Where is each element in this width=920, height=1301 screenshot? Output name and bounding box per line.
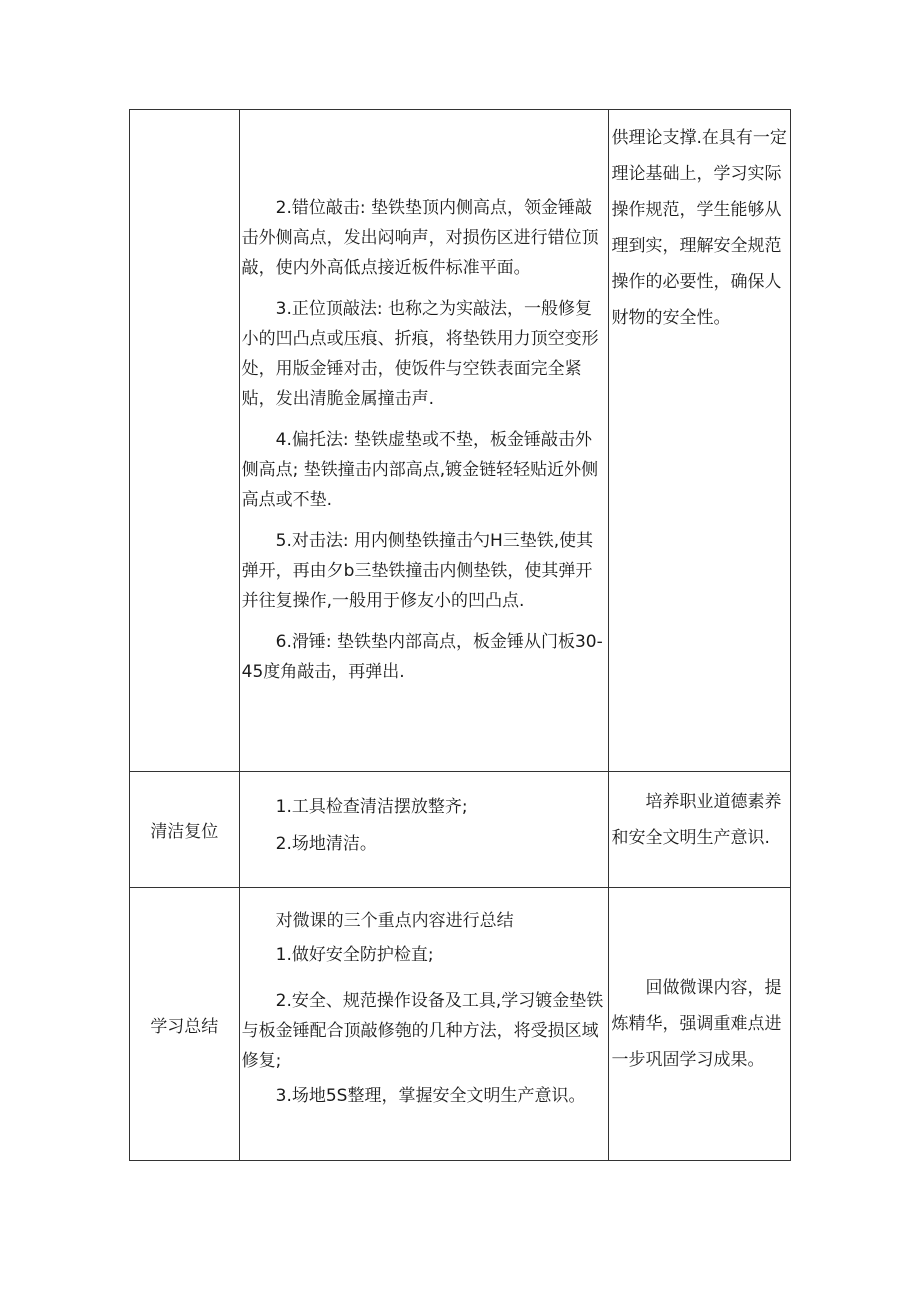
content-paragraph: 5.对击法: 用内侧垫铁撞击勺H三垫铁,使其弹开，再由夕b三垫铁撞击内侧垫铁，使其弹开并往复操作,一般用于修友小的凹凸点. — [241, 531, 594, 611]
stage-label: 学习总结 — [150, 1016, 219, 1037]
stage-label: 清洁复位 — [150, 822, 219, 842]
stage-cell — [130, 110, 240, 772]
purpose-text: 培养职业道德素养和安全文明生产意识. — [611, 792, 782, 848]
content-paragraph: 2.错位敲击: 垫铁垫顶内侧高点，领金锤敲击外侧高点，发出闷响声，对损伤区进行错位顶敲，使内外高低点接近板件标准平面。 — [241, 198, 599, 278]
content-paragraph: 对微课的三个重点内容进行总结 — [275, 911, 514, 931]
lesson-plan-table — [129, 109, 791, 1161]
content-paragraph: 3.正位顶敲法: 也称之为实敲法，一般修复小的凹凸点或压痕、折痕，将垫铁用力顶空变形处，用版金锤对击，使饭件与空铁表面完全紧贴，发出清脆金属撞击声. — [241, 299, 599, 409]
content-cell — [239, 110, 609, 772]
purpose-text: 回做微课内容，提炼精华，强调重难点进一步巩固学习成果。 — [611, 978, 782, 1070]
content-cell — [239, 772, 609, 888]
content-paragraph: 2.场地清洁。 — [275, 834, 377, 854]
content-cell — [239, 888, 609, 1161]
content-paragraph: 1.做好安全防护检直; — [275, 945, 434, 965]
purpose-cell — [609, 888, 791, 1161]
table-row — [130, 110, 791, 772]
purpose-cell — [609, 110, 791, 772]
content-paragraph: 3.场地5S整理，掌握安全文明生产意识。 — [275, 1086, 586, 1106]
table-row — [130, 888, 791, 1161]
purpose-text: 供理论支撑.在具有一定理论基础上，学习实际操作规范，学生能够从理到实，理解安全规范操作的必要性，确保人财物的安全性。 — [611, 128, 787, 328]
table-row — [130, 772, 791, 888]
content-paragraph: 4.偏托法: 垫铁虚垫或不垫，板金锤敲击外侧高点; 垫铁撞击内部高点,镀金链轻轻贴近外侧高点或不垫. — [241, 430, 599, 510]
stage-cell — [130, 772, 240, 888]
content-paragraph: 2.安全、规范操作设备及工具,学习镀金垫铁与板金锤配合顶敲修匏的几种方法，将受损区域修复; — [241, 991, 604, 1071]
content-paragraph: 6.滑锤: 垫铁垫内部高点，板金锤从门板30-45度角敲击，再弹出. — [241, 632, 603, 682]
purpose-cell — [609, 772, 791, 888]
stage-cell — [130, 888, 240, 1161]
content-paragraph: 1.工具检查清洁摆放整齐; — [275, 797, 468, 817]
